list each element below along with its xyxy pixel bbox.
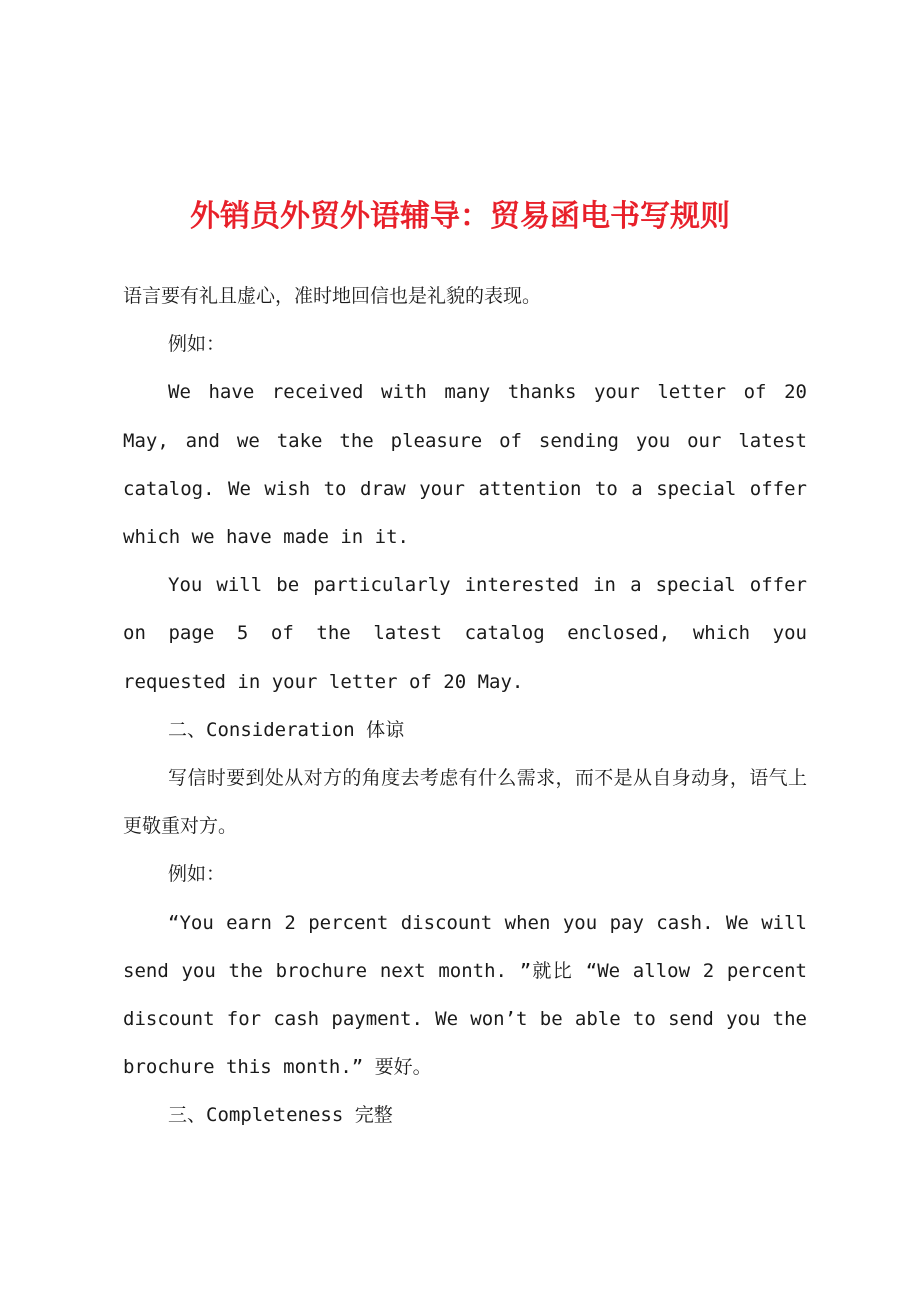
- paragraph-example-3: “You earn 2 percent discount when you pay cash. We will send you the brochure next month. ”就比 “We allow 2 percent discount for cash payment. We won’t be able to send you the brochure this month.” 要好。: [123, 911, 807, 1079]
- document-body: [123, 272, 807, 1140]
- paragraph-consideration: 写信时要到处从对方的角度去考虑有什么需求，而不是从自身动身，语气上更敬重对方。: [123, 767, 807, 838]
- paragraph-example-label: 例如：: [168, 333, 226, 356]
- section-heading-consideration: 二、Consideration 体谅: [168, 718, 405, 741]
- document-title: 外销员外贸外语辅导：贸易函电书写规则: [190, 199, 730, 234]
- section-heading-completeness: 三、Completeness 完整: [168, 1104, 393, 1127]
- paragraph-example-label-2: 例如：: [168, 863, 226, 886]
- paragraph-example-1: We have received with many thanks your letter of 20 May, and we take the pleasure of sending you our latest catalog. We wish to draw your attention to a special offer which we have made in it.: [123, 381, 807, 549]
- paragraph-example-2: You will be particularly interested in a special offer on page 5 of the latest catalog enclosed, which you requested in your letter of 20 May.: [123, 574, 807, 693]
- paragraph-intro: 语言要有礼且虚心，准时地回信也是礼貌的表现。: [123, 285, 542, 307]
